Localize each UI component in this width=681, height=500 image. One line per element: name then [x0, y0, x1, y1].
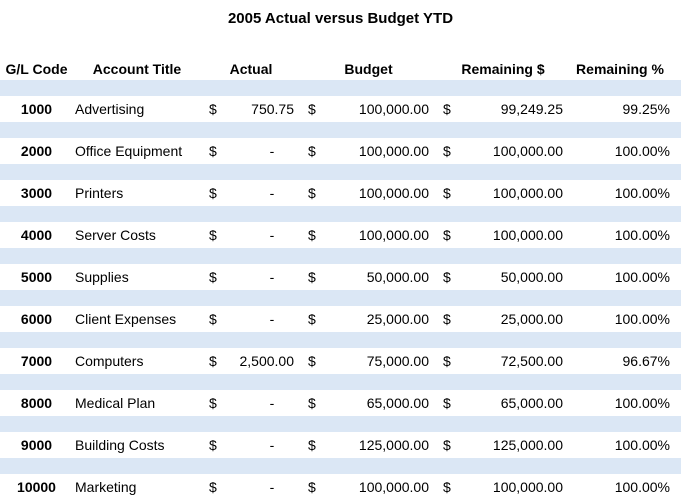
remaining-cell: 25,000.00 [500, 311, 563, 327]
budget-cell: 100,000.00 [358, 227, 429, 243]
budget-cell: 75,000.00 [366, 353, 429, 369]
budget-cell: 50,000.00 [366, 269, 429, 285]
currency-symbol: $ [443, 353, 451, 369]
budget-cell: 100,000.00 [358, 479, 429, 495]
currency-symbol: $ [443, 395, 451, 411]
remaining-cell: 100,000.00 [492, 227, 563, 243]
currency-symbol: $ [443, 479, 451, 495]
remaining-cell: 65,000.00 [500, 395, 563, 411]
account-title-cell: Client Expenses [75, 311, 177, 327]
row-band [0, 374, 681, 390]
currency-symbol: $ [209, 269, 217, 285]
remaining-cell: 125,000.00 [492, 437, 563, 453]
table-row [0, 390, 681, 416]
row-band [0, 80, 681, 96]
remaining-pct-cell: 99.25% [622, 101, 670, 117]
currency-symbol: $ [209, 311, 217, 327]
gl-code-cell: 3000 [20, 185, 53, 201]
currency-symbol: $ [308, 227, 316, 243]
currency-symbol: $ [308, 479, 316, 495]
currency-symbol: $ [209, 143, 217, 159]
table-row [0, 306, 681, 332]
remaining-pct-cell: 100.00% [614, 479, 670, 495]
currency-symbol: $ [209, 101, 217, 117]
header-budget: Budget [344, 61, 393, 77]
table-row [0, 96, 681, 122]
row-band [0, 248, 681, 264]
table-row [0, 348, 681, 374]
currency-symbol: $ [443, 143, 451, 159]
budget-cell: 125,000.00 [358, 437, 429, 453]
currency-symbol: $ [308, 395, 316, 411]
budget-cell: 100,000.00 [358, 143, 429, 159]
remaining-pct-cell: 100.00% [614, 269, 670, 285]
header-gl-code: G/L Code [5, 61, 68, 77]
table-row [0, 432, 681, 458]
actual-cell: - [269, 395, 275, 411]
currency-symbol: $ [209, 437, 217, 453]
account-title-cell: Building Costs [75, 437, 165, 453]
remaining-cell: 99,249.25 [500, 101, 563, 117]
remaining-pct-cell: 100.00% [614, 437, 670, 453]
account-title-cell: Medical Plan [75, 395, 156, 411]
currency-symbol: $ [443, 227, 451, 243]
account-title-cell: Server Costs [75, 227, 156, 243]
actual-cell: - [269, 437, 275, 453]
currency-symbol: $ [443, 437, 451, 453]
gl-code-cell: 6000 [20, 311, 53, 327]
remaining-pct-cell: 100.00% [614, 227, 670, 243]
currency-symbol: $ [308, 101, 316, 117]
table-row [0, 474, 681, 500]
currency-symbol: $ [308, 353, 316, 369]
currency-symbol: $ [308, 437, 316, 453]
currency-symbol: $ [443, 269, 451, 285]
gl-code-cell: 9000 [20, 437, 53, 453]
gl-code-cell: 10000 [17, 479, 56, 495]
actual-cell: 2,500.00 [239, 353, 294, 369]
remaining-cell: 100,000.00 [492, 479, 563, 495]
row-band [0, 416, 681, 432]
actual-cell: - [269, 269, 275, 285]
row-band [0, 122, 681, 138]
remaining-pct-cell: 100.00% [614, 143, 670, 159]
currency-symbol: $ [443, 185, 451, 201]
actual-cell: 750.75 [251, 101, 294, 117]
currency-symbol: $ [308, 143, 316, 159]
row-band [0, 290, 681, 306]
account-title-cell: Office Equipment [75, 143, 183, 159]
currency-symbol: $ [308, 185, 316, 201]
gl-code-cell: 4000 [20, 227, 53, 243]
account-title-cell: Marketing [75, 479, 137, 495]
budget-cell: 100,000.00 [358, 101, 429, 117]
account-title-cell: Computers [75, 353, 144, 369]
actual-cell: - [269, 143, 275, 159]
table-row [0, 222, 681, 248]
gl-code-cell: 1000 [20, 101, 53, 117]
currency-symbol: $ [308, 269, 316, 285]
row-band [0, 458, 681, 474]
row-band [0, 164, 681, 180]
header-remaining: Remaining $ [461, 61, 545, 77]
gl-code-cell: 2000 [20, 143, 53, 159]
currency-symbol: $ [209, 479, 217, 495]
row-band [0, 206, 681, 222]
remaining-cell: 50,000.00 [500, 269, 563, 285]
table-row [0, 138, 681, 164]
actual-cell: - [269, 311, 275, 327]
remaining-pct-cell: 96.67% [622, 353, 670, 369]
account-title-cell: Supplies [75, 269, 129, 285]
budget-cell: 65,000.00 [366, 395, 429, 411]
currency-symbol: $ [209, 353, 217, 369]
report-title: 2005 Actual versus Budget YTD [227, 10, 454, 27]
gl-code-cell: 5000 [20, 269, 53, 285]
table-row [0, 264, 681, 290]
remaining-cell: 100,000.00 [492, 185, 563, 201]
currency-symbol: $ [443, 101, 451, 117]
header-row [0, 58, 681, 80]
account-title-cell: Advertising [75, 101, 145, 117]
currency-symbol: $ [209, 185, 217, 201]
gl-code-cell: 8000 [20, 395, 53, 411]
currency-symbol: $ [209, 395, 217, 411]
actual-cell: - [269, 185, 275, 201]
remaining-cell: 100,000.00 [492, 143, 563, 159]
gl-code-cell: 7000 [20, 353, 53, 369]
account-title-cell: Printers [75, 185, 124, 201]
currency-symbol: $ [308, 311, 316, 327]
actual-cell: - [269, 479, 275, 495]
header-actual: Actual [229, 61, 273, 77]
header-account-title: Account Title [92, 61, 182, 77]
currency-symbol: $ [443, 311, 451, 327]
remaining-pct-cell: 100.00% [614, 311, 670, 327]
remaining-pct-cell: 100.00% [614, 185, 670, 201]
remaining-cell: 72,500.00 [500, 353, 563, 369]
table-row [0, 180, 681, 206]
budget-cell: 25,000.00 [366, 311, 429, 327]
row-band [0, 332, 681, 348]
budget-cell: 100,000.00 [358, 185, 429, 201]
header-remaining-pct: Remaining % [576, 61, 664, 77]
actual-cell: - [269, 227, 275, 243]
remaining-pct-cell: 100.00% [614, 395, 670, 411]
currency-symbol: $ [209, 227, 217, 243]
